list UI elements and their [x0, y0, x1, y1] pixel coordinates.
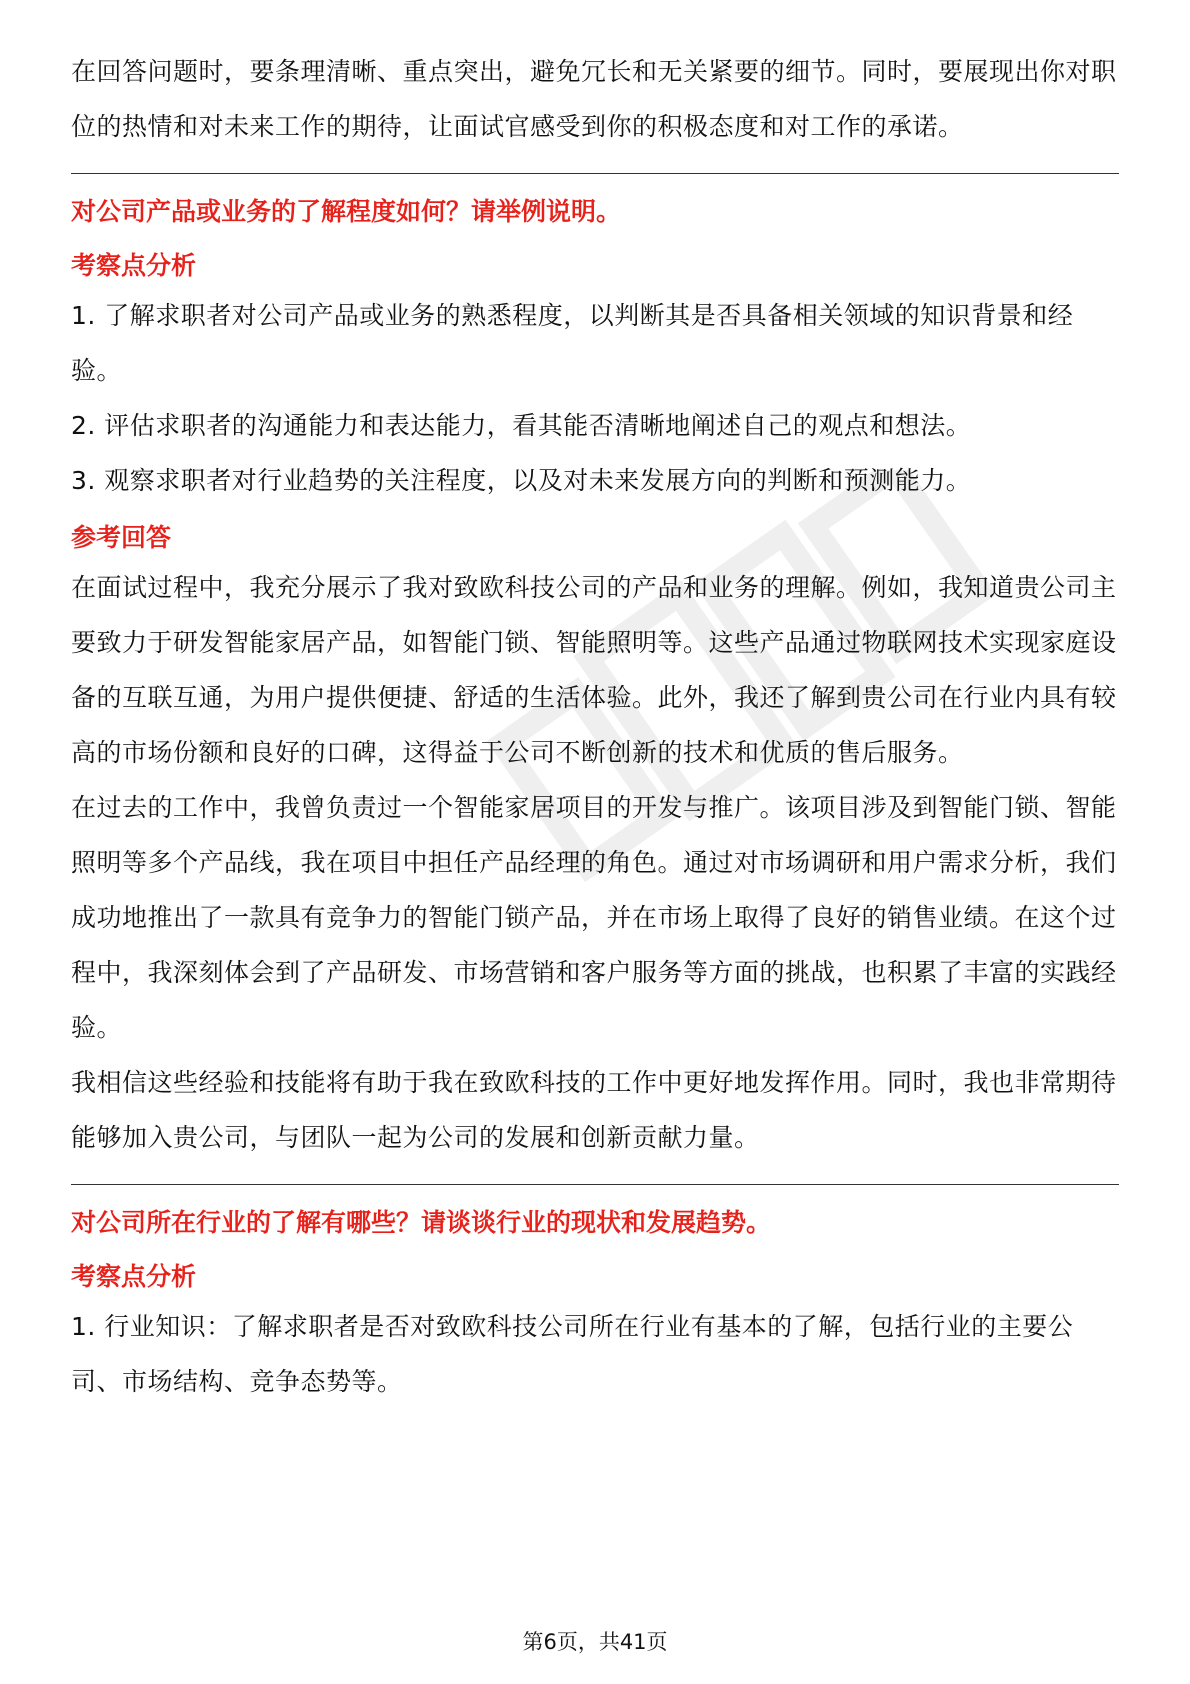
analysis-item: 1. 了解求职者对公司产品或业务的熟悉程度，以判断其是否具备相关领域的知识背景和经验。 — [71, 301, 1074, 385]
analysis-heading: 考察点分析 — [71, 1262, 197, 1291]
analysis-item: 1. 行业知识：了解求职者是否对致欧科技公司所在行业有基本的了解，包括行业的主要公司、市场结构、竞争态势等。 — [71, 1312, 1074, 1396]
answer-paragraph: 在面试过程中，我充分展示了我对致欧科技公司的产品和业务的理解。例如，我知道贵公司主要致力于研发智能家居产品，如智能门锁、智能照明等。这些产品通过物联网技术实现家庭设备的互联互通，为用户提供便捷、舒适的生活体验。此外，我还了解到贵公司在行业内具有较高的市场份额和良好的口碑，这得益于公司不断创新的技术和优质的售后服务。 — [71, 573, 1117, 767]
answer-paragraph: 在过去的工作中，我曾负责过一个智能家居项目的开发与推广。该项目涉及到智能门锁、智能照明等多个产品线，我在项目中担任产品经理的角色。通过对市场调研和用户需求分析，我们成功地推出了一款具有竞争力的智能门锁产品，并在市场上取得了良好的销售业绩。在这个过程中，我深刻体会到了产品研发、市场营销和客户服务等方面的挑战，也积累了丰富的实践经验。 — [71, 793, 1117, 1042]
analysis-heading: 考察点分析 — [71, 251, 197, 280]
analysis-item: 2. 评估求职者的沟通能力和表达能力，看其能否清晰地阐述自己的观点和想法。 — [71, 411, 972, 440]
analysis-item: 3. 观察求职者对行业趋势的关注程度，以及对未来发展方向的判断和预测能力。 — [71, 466, 972, 495]
intro-paragraph: 在回答问题时，要条理清晰、重点突出，避免冗长和无关紧要的细节。同时，要展现出你对职位的热情和对未来工作的期待，让面试官感受到你的积极态度和对工作的承诺。 — [71, 57, 1117, 141]
main-content — [71, 44, 1119, 1409]
question-title: 对公司产品或业务的了解程度如何？请举例说明。 — [71, 197, 622, 226]
page-number: 第6页，共41页 — [522, 1630, 668, 1654]
answer-paragraph: 我相信这些经验和技能将有助于我在致欧科技的工作中更好地发挥作用。同时，我也非常期待能够加入贵公司，与团队一起为公司的发展和创新贡献力量。 — [71, 1068, 1117, 1152]
question-title: 对公司所在行业的了解有哪些？请谈谈行业的现状和发展趋势。 — [71, 1208, 772, 1237]
answer-heading: 参考回答 — [71, 523, 172, 552]
qa-section-1 — [71, 192, 1119, 1165]
qa-section-2 — [71, 1203, 1119, 1409]
